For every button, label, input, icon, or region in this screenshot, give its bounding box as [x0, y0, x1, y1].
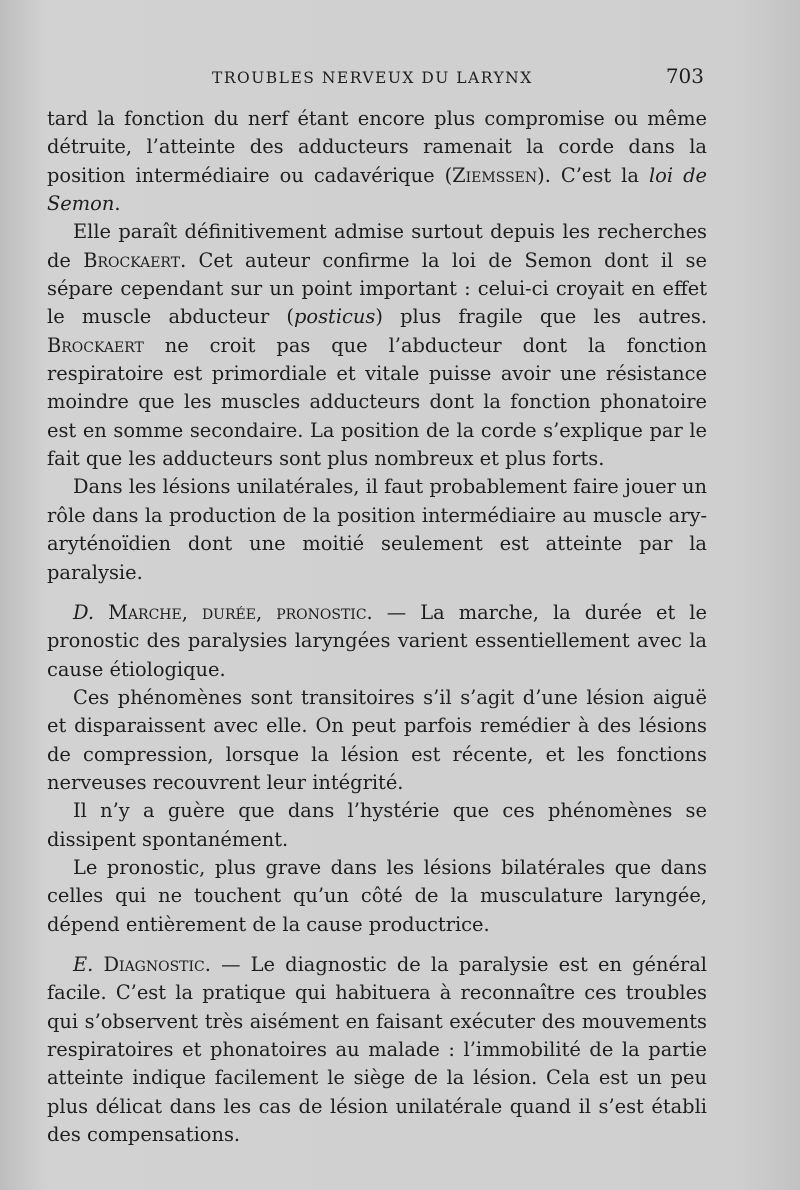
text-run: ). C’est la [537, 163, 649, 187]
page-body [47, 105, 707, 1149]
text-run: Le pronostic, plus grave dans les lésions bilatérales que dans celles qui ne touchent qu’un côté de la musculature laryngée, dépend entièrement de la cause productrice. [47, 855, 707, 936]
small-caps-text: Marche, durée, pronostic. [94, 600, 373, 624]
page-header [212, 64, 704, 88]
section-marche-duree-pronostic [47, 599, 707, 684]
small-caps-text: Ziemssen [452, 163, 538, 187]
text-run: Il n’y a guère que dans l’hystérie que ces phénomènes se dissipent spontanément. [47, 799, 707, 851]
small-caps-text: Brockaert [83, 248, 181, 272]
text-run: ) plus fragile que les autres. [375, 305, 707, 329]
italic-text: E. [73, 952, 94, 976]
text-run: Elle paraît définitivement admise surtout depuis les recherches de [47, 220, 707, 272]
text-run: . Cet auteur confirme la loi de Semon dont il se sépare cependant sur un point important : celui-ci croyait en effet le muscle abducteur ( [47, 248, 707, 329]
small-caps-text: Brockaert [47, 333, 144, 357]
text-run: Ces phénomènes sont transitoires s’il s’agit d’une lésion aiguë et disparaissent avec elle. On peut parfois remédier à des lésions de compression, lorsque la lésion est récente, et les fonctions nerveuses recouvrent leur intégrité. [47, 685, 707, 794]
text-run: tard la fonction du nerf étant encore plus compromise ou même détruite, l’atteinte des adducteurs ramenait la corde dans la position intermédiaire ou cadavérique ( [47, 107, 707, 187]
paragraph-phenomenes-transitoires [47, 684, 707, 797]
italic-text: loi de Semon [47, 163, 707, 216]
text-run: Dans les lésions unilatérales, il faut probablement faire jouer un rôle dans la production de la position intermédiaire au muscle ary-aryténoïdien dont une moitié seulement est atteinte par la paralysie. [47, 475, 707, 584]
small-caps-text: Diagnostic. [93, 952, 211, 976]
text-run: — La marche, la durée et le pronostic des paralysies laryngées varient essentiellement avec la cause étiologique. [47, 600, 707, 681]
paragraph-pronostic [47, 854, 707, 939]
paragraph-lesions-unilaterales [47, 473, 707, 586]
paragraph-brockaert [47, 218, 707, 473]
italic-text: posticus [294, 305, 376, 329]
text-run: . [114, 192, 121, 216]
running-head: TROUBLES NERVEUX DU LARYNX [212, 69, 533, 87]
text-run: — Le diagnostic de la paralysie est en général facile. C’est la pratique qui habituera à reconnaître ces troubles qui s’observent très aisément en faisant exécuter des mouvements respiratoires et phonatoires au malade : l’immobilité de la partie atteinte indique facilement le siège de la lésion. Cela est un peu plus délicat dans les cas de lésion unilatérale quand il s’est établi des compensations. [47, 952, 707, 1147]
text-run: ne croit pas que l’abducteur dont la fonction respiratoire est primordiale et vitale puisse avoir une résistance moindre que les muscles adducteurs dont la fonction phonatoire est en somme secondaire. La position de la corde s’explique par le fait que les adducteurs sont plus nombreux et plus forts. [47, 333, 707, 471]
paragraph-hysterie [47, 797, 707, 854]
paragraph-loi-de-semon [47, 105, 707, 218]
page-number: 703 [665, 64, 704, 88]
italic-text: D. [73, 600, 95, 624]
section-diagnostic [47, 951, 707, 1149]
